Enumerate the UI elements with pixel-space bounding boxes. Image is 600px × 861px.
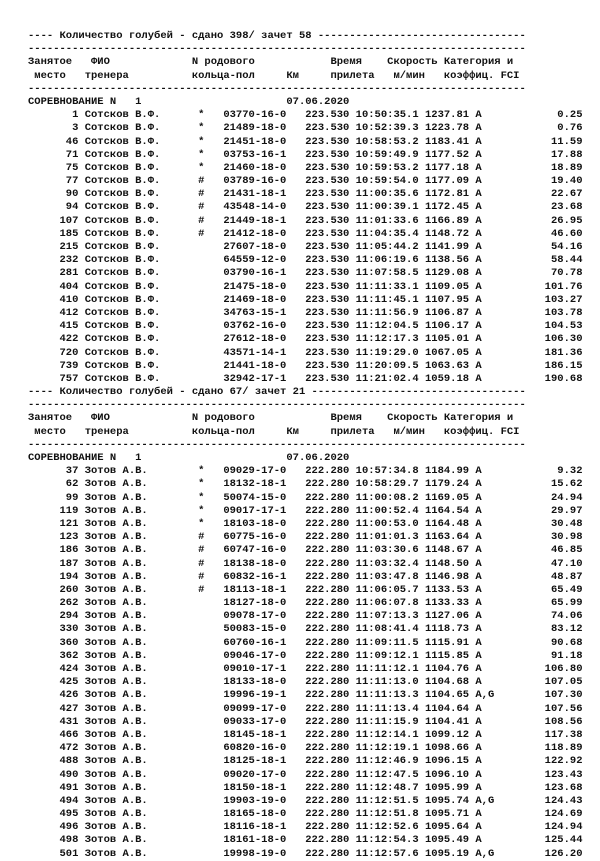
header-rule: ------------------------------------------------------------------------------- xyxy=(28,438,526,451)
result-row: 491 Зотов А.В. 18150-18-1 222.280 11:12:48.7 1095.99 A 123.68 xyxy=(28,781,583,794)
result-row: 427 Зотов А.В. 09099-17-0 222.280 11:11:13.4 1104.64 A 107.56 xyxy=(28,702,583,715)
result-row: 123 Зотов А.В. # 60775-16-0 222.280 11:01:01.3 1163.64 A 30.98 xyxy=(28,531,583,544)
result-row: 720 Сотсков В.Ф. 43571-14-1 223.530 11:19:29.0 1067.05 A 181.36 xyxy=(28,346,583,359)
result-row: 260 Зотов А.В. # 18113-18-1 222.280 11:06:05.7 1133.53 A 65.49 xyxy=(28,583,583,596)
result-row: 107 Сотсков В.Ф. # 21449-18-1 223.530 11:01:33.6 1166.89 A 26.95 xyxy=(28,214,583,227)
header-rule: ------------------------------------------------------------------------------- xyxy=(28,399,526,412)
result-row: 472 Зотов А.В. 60820-16-0 222.280 11:12:19.1 1098.66 A 118.89 xyxy=(28,742,583,755)
result-row: 62 Зотов А.В. * 18132-18-1 222.280 10:58:29.7 1179.24 A 15.62 xyxy=(28,478,583,491)
result-row: 46 Сотсков В.Ф. * 21451-18-0 223.530 10:58:53.2 1183.41 A 11.59 xyxy=(28,135,583,148)
result-row: 294 Зотов А.В. 09078-17-0 222.280 11:07:13.3 1127.06 A 74.06 xyxy=(28,610,583,623)
result-row: 215 Сотсков В.Ф. 27607-18-0 223.530 11:05:44.2 1141.99 A 54.16 xyxy=(28,241,583,253)
result-row: 99 Зотов А.В. * 50074-15-0 222.280 11:00:08.2 1169.05 A 24.94 xyxy=(28,491,583,504)
result-row: 466 Зотов А.В. 18145-18-1 222.280 11:12:14.1 1099.12 A 117.38 xyxy=(28,728,583,741)
result-row: 94 Сотсков В.Ф. # 43548-14-0 223.530 11:00:39.1 1172.45 A 23.68 xyxy=(28,201,583,214)
result-row: 410 Сотсков В.Ф. 21469-18-0 223.530 11:11:45.1 1107.95 A 103.27 xyxy=(28,293,583,306)
result-row: 425 Зотов А.В. 18133-18-0 222.280 11:11:13.0 1104.68 A 107.05 xyxy=(28,676,583,689)
result-row: 494 Зотов А.В. 19903-19-0 222.280 11:12:51.5 1095.74 A,G 124.43 xyxy=(28,794,583,807)
result-row: 121 Зотов А.В. * 18103-18-0 222.280 11:00:53.0 1164.48 A 30.48 xyxy=(28,517,583,530)
result-row: 498 Зотов А.В. 18161-18-0 222.280 11:12:54.3 1095.49 A 125.44 xyxy=(28,834,583,847)
section-title: ---- Количество голубей - сдано 398/ зачет 58 --------------------------------- xyxy=(28,30,526,42)
result-row: 426 Зотов А.В. 19996-19-1 222.280 11:11:13.3 1104.65 A,G 107.30 xyxy=(28,689,583,702)
result-row: 194 Зотов А.В. # 60832-16-1 222.280 11:03:47.8 1146.98 A 48.87 xyxy=(28,570,583,583)
result-row: 232 Сотсков В.Ф. 64559-12-0 223.530 11:06:19.6 1138.56 A 58.44 xyxy=(28,254,583,267)
result-row: 424 Зотов А.В. 09010-17-1 222.280 11:11:12.1 1104.76 A 106.80 xyxy=(28,663,583,675)
result-row: 330 Зотов А.В. 50083-15-0 222.280 11:08:41.4 1118.73 A 83.12 xyxy=(28,623,583,636)
column-header-line-1: Занятое ФИО N родового Время Скорость Категория и xyxy=(28,56,514,69)
result-row: 3 Сотсков В.Ф. * 21489-18-0 223.530 10:52:39.3 1223.78 A 0.76 xyxy=(28,122,583,135)
result-row: 77 Сотсков В.Ф. # 03789-16-0 223.530 10:59:54.0 1177.09 A 19.40 xyxy=(28,175,583,188)
result-row: 495 Зотов А.В. 18165-18-0 222.280 11:12:51.8 1095.71 A 124.69 xyxy=(28,808,583,821)
club-section-2 xyxy=(28,386,598,861)
club-section-1 xyxy=(28,30,598,386)
results-report xyxy=(28,30,598,861)
section-title: ---- Количество голубей - сдано 67/ зачет 21 ---------------------------------- xyxy=(28,386,526,399)
results-table xyxy=(28,109,598,386)
result-row: 281 Сотсков В.Ф. 03790-16-1 223.530 11:07:58.5 1129.08 A 70.78 xyxy=(28,267,583,280)
header-rule: ------------------------------------------------------------------------------- xyxy=(28,82,526,95)
competition-date-line: СОРЕВНОВАНИЕ N 1 07.06.2020 xyxy=(28,452,350,464)
result-row: 186 Зотов А.В. # 60747-16-0 222.280 11:03:30.6 1148.67 A 46.85 xyxy=(28,544,583,557)
result-row: 431 Зотов А.В. 09033-17-0 222.280 11:11:15.9 1104.41 A 108.56 xyxy=(28,715,583,728)
result-row: 757 Сотсков В.Ф. 32942-17-1 223.530 11:21:02.4 1059.18 A 190.68 xyxy=(28,372,583,385)
result-row: 75 Сотсков В.Ф. * 21460-18-0 223.530 10:59:53.2 1177.18 A 18.89 xyxy=(28,161,583,174)
result-row: 37 Зотов А.В. * 09029-17-0 222.280 10:57:34.8 1184.99 A 9.32 xyxy=(28,465,583,478)
result-row: 488 Зотов А.В. 18125-18-1 222.280 11:12:46.9 1096.15 A 122.92 xyxy=(28,755,583,768)
result-row: 415 Сотсков В.Ф. 03762-16-0 223.530 11:12:04.5 1106.17 A 104.53 xyxy=(28,320,583,333)
header-rule: ------------------------------------------------------------------------------- xyxy=(28,43,526,56)
result-row: 71 Сотсков В.Ф. * 03753-16-1 223.530 10:59:49.9 1177.52 A 17.88 xyxy=(28,148,583,161)
result-row: 185 Сотсков В.Ф. # 21412-18-0 223.530 11:04:35.4 1148.72 A 46.60 xyxy=(28,227,583,240)
result-row: 1 Сотсков В.Ф. * 03770-16-0 223.530 10:50:35.1 1237.81 A 0.25 xyxy=(28,109,583,122)
results-table xyxy=(28,465,598,861)
result-row: 360 Зотов А.В. 60760-16-1 222.280 11:09:11.5 1115.91 A 90.68 xyxy=(28,636,583,649)
result-row: 412 Сотсков В.Ф. 34763-15-1 223.530 11:11:56.9 1106.87 A 103.78 xyxy=(28,306,583,319)
column-header-line-2: место тренера кольца-пол Км прилета м/мин коэффиц. FCI xyxy=(28,69,520,82)
result-row: 490 Зотов А.В. 09020-17-0 222.280 11:12:47.5 1096.10 A 123.43 xyxy=(28,768,583,781)
column-header-line-2: место тренера кольца-пол Км прилета м/мин коэффиц. FCI xyxy=(28,425,520,438)
result-row: 404 Сотсков В.Ф. 21475-18-0 223.530 11:11:33.1 1109.05 A 101.76 xyxy=(28,280,583,293)
result-row: 362 Зотов А.В. 09046-17-0 222.280 11:09:12.1 1115.85 A 91.18 xyxy=(28,649,583,662)
result-row: 262 Зотов А.В. 18127-18-0 222.280 11:06:07.8 1133.33 A 65.99 xyxy=(28,597,583,610)
result-row: 422 Сотсков В.Ф. 27612-18-0 223.530 11:12:17.3 1105.01 A 106.30 xyxy=(28,333,583,346)
result-row: 501 Зотов А.В. 19998-19-0 222.280 11:12:57.6 1095.19 A,G 126.20 xyxy=(28,847,583,860)
result-row: 739 Сотсков В.Ф. 21441-18-0 223.530 11:20:09.5 1063.63 A 186.15 xyxy=(28,359,583,372)
result-row: 119 Зотов А.В. * 09017-17-1 222.280 11:00:52.4 1164.54 A 29.97 xyxy=(28,504,583,517)
result-row: 187 Зотов А.В. # 18138-18-0 222.280 11:03:32.4 1148.50 A 47.10 xyxy=(28,557,583,570)
column-header-line-1: Занятое ФИО N родового Время Скорость Категория и xyxy=(28,412,514,425)
competition-date-line: СОРЕВНОВАНИЕ N 1 07.06.2020 xyxy=(28,95,350,108)
result-row: 496 Зотов А.В. 18116-18-1 222.280 11:12:52.6 1095.64 A 124.94 xyxy=(28,821,583,834)
result-row: 90 Сотсков В.Ф. # 21431-18-1 223.530 11:00:35.6 1172.81 A 22.67 xyxy=(28,188,583,201)
